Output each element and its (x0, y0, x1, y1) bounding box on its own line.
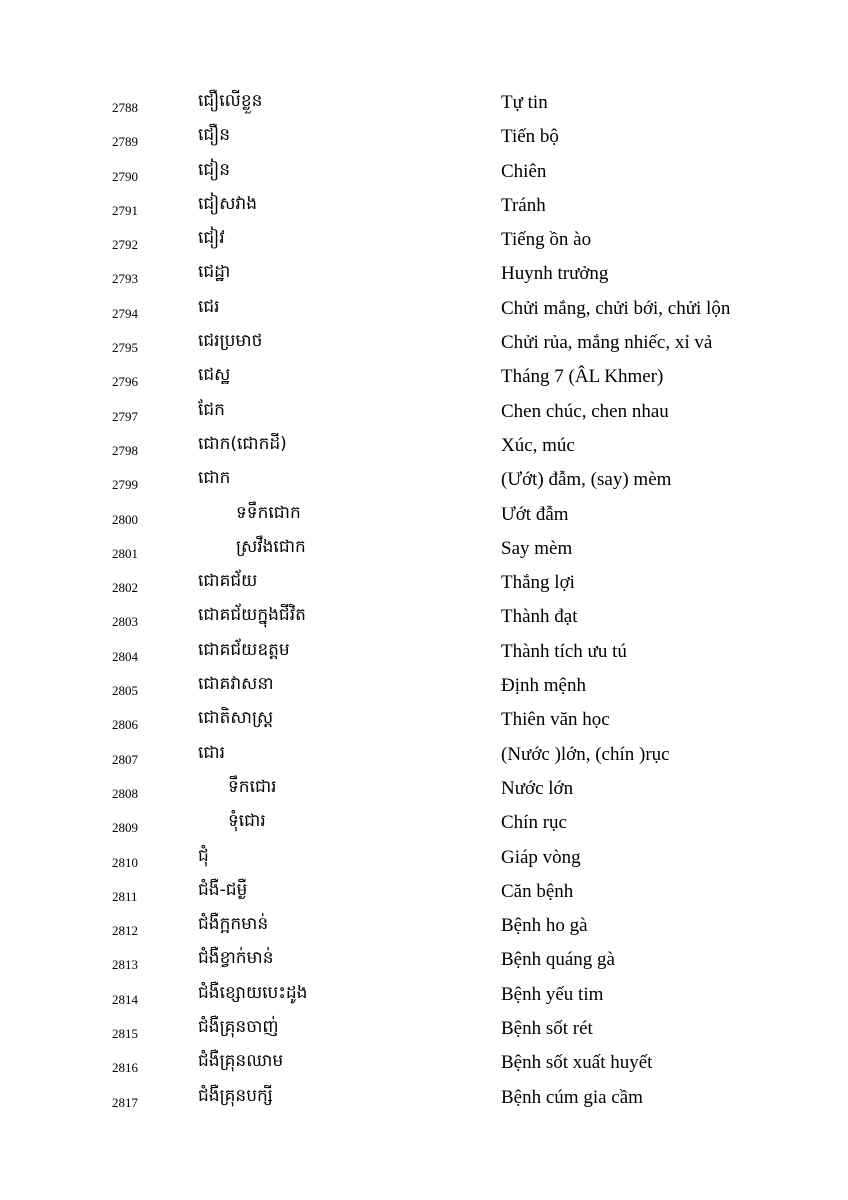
entry-number: 2794 (112, 305, 138, 321)
entry-row (0, 257, 848, 291)
vietnamese-translation: Thành tích ưu tú (501, 640, 627, 662)
khmer-term: ជុំ (198, 845, 209, 866)
entry-number: 2801 (112, 545, 138, 561)
khmer-term: ជោរ (198, 742, 225, 763)
entry-number: 2805 (112, 683, 138, 699)
entry-row (0, 292, 848, 326)
vietnamese-translation: Tránh (501, 194, 546, 216)
khmer-term: ស្រវឹងជោក (236, 536, 306, 557)
entry-number: 2803 (112, 614, 138, 630)
vietnamese-translation: Tự tin (501, 92, 548, 113)
entry-number: 2811 (112, 888, 138, 904)
khmer-term: ទឹកជោរ (228, 776, 277, 797)
entry-row (0, 669, 848, 703)
entry-number: 2789 (112, 134, 138, 150)
entry-number: 2807 (112, 751, 138, 767)
entry-number: 2796 (112, 374, 138, 390)
khmer-term: ជំងឺ-ជម្ងឺ (198, 879, 248, 900)
entry-row (0, 909, 848, 943)
entry-row (0, 978, 848, 1012)
entry-number: 2791 (112, 202, 138, 218)
khmer-term: ជេរប្រមាថ (198, 331, 263, 352)
entry-row (0, 463, 848, 497)
entry-number: 2802 (112, 580, 138, 596)
entry-row (0, 360, 848, 394)
entry-row (0, 566, 848, 600)
entry-row (0, 223, 848, 257)
vietnamese-translation: Thiên văn học (501, 709, 610, 731)
entry-list (0, 86, 848, 1115)
vietnamese-translation: Giáp vòng (501, 846, 581, 868)
entry-row (0, 841, 848, 875)
khmer-term: ជៀន (198, 159, 231, 180)
entry-row (0, 86, 848, 120)
khmer-term: ជំងឺក្អកមាន់ (198, 914, 269, 935)
entry-row (0, 120, 848, 154)
entry-row (0, 703, 848, 737)
vietnamese-translation: Xúc, múc (501, 434, 575, 456)
entry-number: 2793 (112, 271, 138, 287)
khmer-term: ជឿលើខ្លួន (198, 91, 263, 111)
khmer-term: ជោគវាសនា (198, 674, 274, 695)
entry-number: 2809 (112, 820, 138, 836)
vietnamese-translation: Bệnh yếu tim (501, 983, 604, 1005)
entry-number: 2817 (112, 1094, 138, 1110)
vietnamese-translation: Chen chúc, chen nhau (501, 400, 669, 422)
vietnamese-translation: Định mệnh (501, 675, 586, 697)
khmer-term: ជែក (198, 399, 225, 420)
vietnamese-translation: Tiến bộ (501, 126, 559, 148)
entry-row (0, 600, 848, 634)
vietnamese-translation: (Nước )lớn, (chín )rục (501, 743, 670, 765)
vietnamese-translation: Chửi rủa, mắng nhiếc, xỉ vả (501, 332, 713, 354)
entry-number: 2800 (112, 511, 138, 527)
entry-number: 2790 (112, 168, 138, 184)
entry-number: 2799 (112, 477, 138, 493)
entry-row (0, 806, 848, 840)
vietnamese-translation: Thành đạt (501, 606, 578, 628)
entry-number: 2798 (112, 442, 138, 458)
entry-number: 2810 (112, 854, 138, 870)
entry-number: 2806 (112, 717, 138, 733)
entry-row (0, 498, 848, 532)
entry-row (0, 635, 848, 669)
khmer-term: ជោក (198, 468, 231, 489)
khmer-term: ទទឹកជោក (236, 502, 301, 523)
vietnamese-translation: Huynh trưởng (501, 263, 609, 285)
entry-row (0, 1046, 848, 1080)
entry-row (0, 155, 848, 189)
entry-row (0, 429, 848, 463)
entry-row (0, 943, 848, 977)
entry-row (0, 875, 848, 909)
khmer-term: ជៀវ (198, 228, 225, 249)
entry-row (0, 189, 848, 223)
entry-row (0, 738, 848, 772)
entry-row (0, 1012, 848, 1046)
khmer-term: ជំងឺខ្សោយបេះដូង (198, 982, 308, 1003)
entry-number: 2813 (112, 957, 138, 973)
vietnamese-translation: Ướt đẫm (501, 503, 569, 525)
khmer-term: ទុំជោរ (228, 811, 266, 832)
entry-number: 2808 (112, 785, 138, 801)
vietnamese-translation: Căn bệnh (501, 880, 574, 902)
vietnamese-translation: Bệnh ho gà (501, 915, 588, 937)
khmer-term: ជំងឺខ្វាក់មាន់ (198, 948, 274, 969)
vietnamese-translation: Chửi mắng, chửi bới, chửi lộn (501, 297, 731, 319)
vietnamese-translation: Chín rục (501, 812, 567, 834)
khmer-term: ជេស្ឋ (198, 365, 231, 386)
entry-number: 2812 (112, 923, 138, 939)
entry-number: 2792 (112, 237, 138, 253)
vietnamese-translation: Tiếng ồn ào (501, 229, 592, 251)
khmer-term: ជេរ (198, 296, 220, 317)
vietnamese-translation: Say mèm (501, 537, 573, 559)
khmer-term: ជោគជ័យ (198, 571, 258, 592)
entry-number: 2815 (112, 1026, 138, 1042)
khmer-term: ជោគជ័យឧត្តម (198, 639, 290, 660)
khmer-term: ជេដ្ឋា (198, 262, 231, 283)
vietnamese-translation: Thắng lợi (501, 572, 575, 594)
vietnamese-translation: Bệnh sốt rét (501, 1018, 593, 1040)
entry-row (0, 1081, 848, 1115)
entry-row (0, 395, 848, 429)
khmer-term: ជំងឺគ្រុនឈាម (198, 1051, 284, 1072)
khmer-term: ជោគជ័យក្នុងជីវិត (198, 605, 306, 626)
vietnamese-translation: Nước lớn (501, 777, 574, 799)
khmer-term: ជំងឺគ្រុនបក្សី (198, 1085, 273, 1106)
vietnamese-translation: Tháng 7 (ÂL Khmer) (501, 366, 664, 388)
entry-row (0, 772, 848, 806)
vietnamese-translation: Bệnh cúm gia cầm (501, 1086, 643, 1108)
entry-number: 2797 (112, 408, 138, 424)
khmer-term: ជោក(ជោកដី) (198, 433, 287, 454)
vietnamese-translation: Bệnh quáng gà (501, 949, 615, 971)
vietnamese-translation: Chiên (501, 160, 547, 182)
khmer-term: ជៀសវាង (198, 193, 258, 214)
khmer-term: ជំងឺគ្រុនចាញ់ (198, 1017, 279, 1038)
vietnamese-translation: Bệnh sốt xuất huyết (501, 1052, 653, 1074)
vietnamese-translation: (Ướt) đẫm, (say) mèm (501, 469, 672, 491)
entry-number: 2788 (112, 100, 138, 115)
entry-number: 2814 (112, 991, 138, 1007)
khmer-term: ជោតិសាស្ត្រ (198, 708, 274, 729)
entry-number: 2816 (112, 1060, 138, 1076)
entry-number: 2804 (112, 648, 138, 664)
khmer-term: ជឿន (198, 125, 231, 146)
entry-number: 2795 (112, 340, 138, 356)
entry-row (0, 326, 848, 360)
entry-row (0, 532, 848, 566)
